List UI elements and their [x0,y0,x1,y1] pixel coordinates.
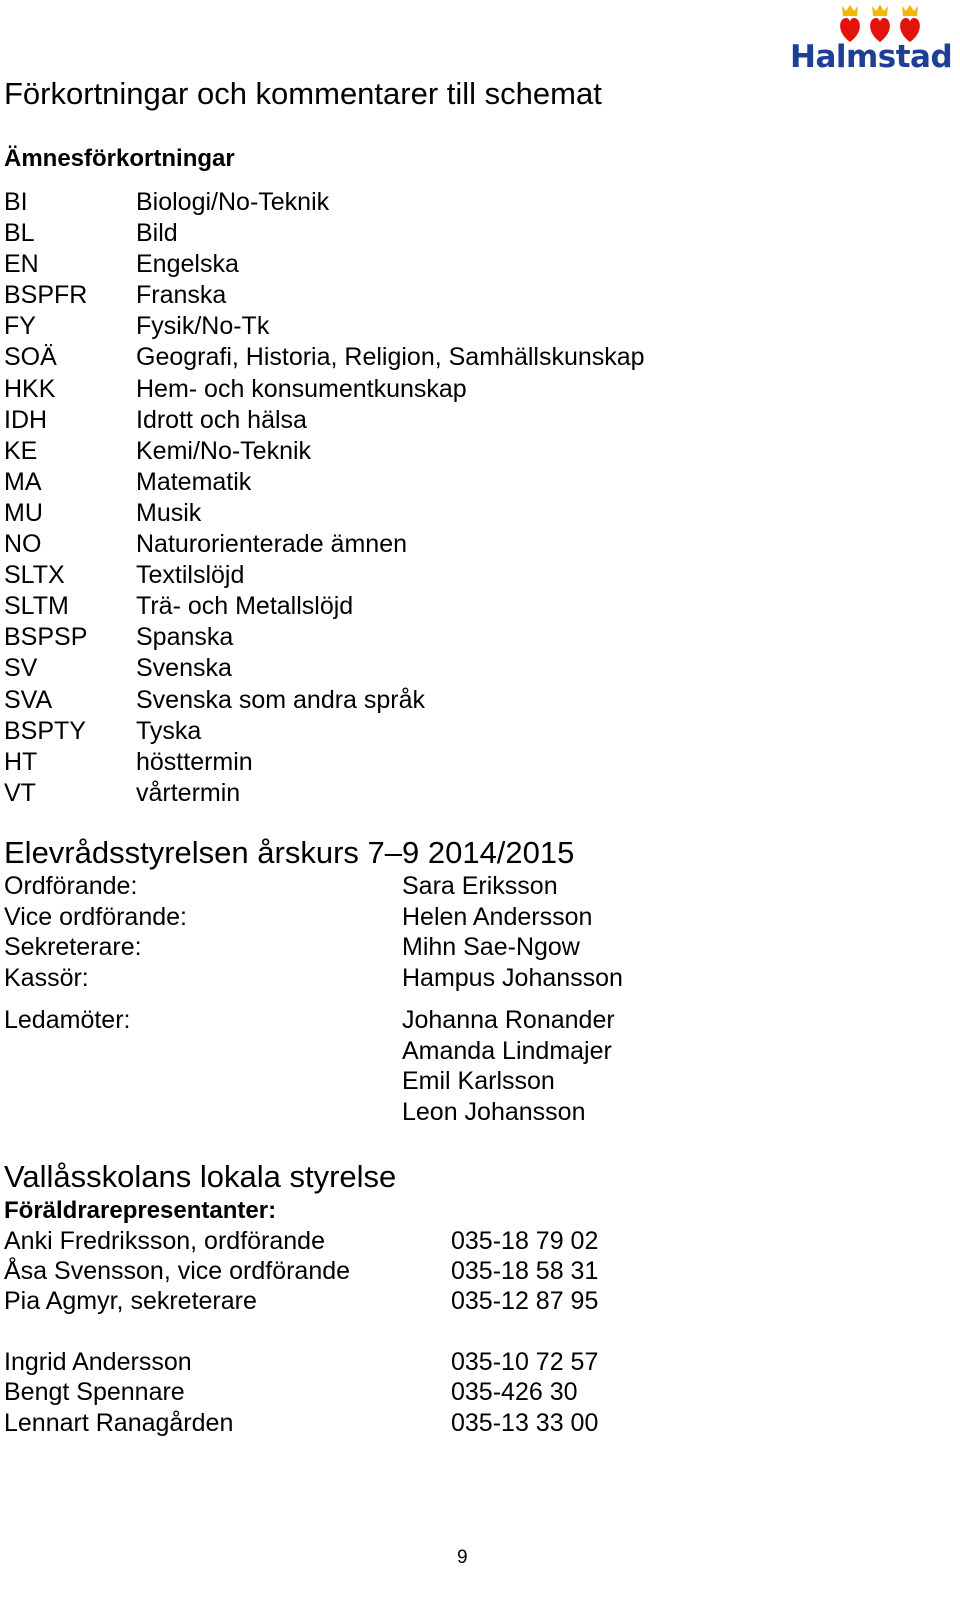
abbreviation-code: KE [4,436,38,465]
abbreviation-meaning: Engelska [136,250,239,279]
role-label: Kassör: [4,964,89,992]
contact-name: Pia Agmyr, sekreterare [4,1287,257,1315]
abbreviation-code: SOÄ [4,343,57,372]
abbreviation-row [4,436,804,467]
abbreviation-code: HKK [4,374,56,403]
contact-phone: 035-13 33 00 [451,1409,599,1437]
abbreviation-meaning: Tyska [136,716,202,745]
abbreviation-code: NO [4,530,42,559]
abbreviation-meaning: Naturorienterade ämnen [136,530,407,559]
abbreviation-row [4,498,804,529]
role-holder: Helen Andersson [402,903,593,931]
contact-phone: 035-10 72 57 [451,1348,599,1376]
abbreviation-meaning: vårtermin [136,778,241,807]
abbreviation-meaning: Fysik/No-Tk [136,312,270,341]
council-member: Johanna Ronander [402,1006,615,1034]
abbreviation-row [4,747,804,778]
contact-phone: 035-18 58 31 [451,1257,599,1285]
abbreviation-row [4,187,804,218]
abbreviation-meaning: Matematik [136,467,252,496]
abbreviation-row [4,311,804,342]
abbreviation-row [4,280,804,311]
abbreviation-meaning: Hem- och konsumentkunskap [136,374,467,403]
role-label: Vice ordförande: [4,903,187,931]
abbreviation-row [4,653,804,684]
role-holder: Sara Eriksson [402,872,558,900]
abbreviation-code: SLTX [4,561,65,590]
abbreviation-code: MU [4,498,43,527]
halmstad-logo [790,4,952,74]
abbreviation-meaning: Bild [136,219,178,248]
abbreviation-code: FY [4,312,36,341]
abbreviation-meaning: Trä- och Metallslöjd [136,592,354,621]
abbreviation-row [4,342,804,373]
abbreviation-meaning: Svenska [136,654,232,683]
abbreviation-list [4,187,804,809]
council-member: Emil Karlsson [402,1067,555,1095]
crowned-hearts-icon [840,4,936,44]
abbreviation-meaning: Textilslöjd [136,561,245,590]
abbreviation-code: BSPTY [4,716,86,745]
abbreviation-meaning: Kemi/No-Teknik [136,436,312,465]
contact-phone: 035-426 30 [451,1378,578,1406]
council-member: Amanda Lindmajer [402,1037,612,1065]
parents-heading: Föräldrarepresentanter: [4,1197,277,1224]
role-label: Sekreterare: [4,933,142,961]
contact-name: Ingrid Andersson [4,1348,192,1376]
abbreviation-row [4,778,804,809]
abbreviation-code: SV [4,654,38,683]
contact-name: Bengt Spennare [4,1378,185,1406]
council-member: Leon Johansson [402,1098,586,1126]
abbreviation-meaning: Spanska [136,623,234,652]
abbreviation-code: BSPFR [4,281,88,310]
abbreviation-code: EN [4,250,39,279]
abbreviation-row [4,405,804,436]
logo-text: Halmstad [790,39,953,75]
abbreviation-row [4,560,804,591]
abbreviation-code: SVA [4,685,53,714]
abbreviation-code: SLTM [4,592,69,621]
contact-name: Anki Fredriksson, ordförande [4,1227,325,1255]
abbreviation-code: VT [4,778,36,807]
abbreviation-row [4,716,804,747]
abbreviation-meaning: Svenska som andra språk [136,685,426,714]
abbreviation-meaning: Geografi, Historia, Religion, Samhällskunskap [136,343,645,372]
role-label: Ordförande: [4,872,138,900]
abbreviation-meaning: hösttermin [136,747,253,776]
abbreviation-row [4,374,804,405]
abbreviation-code: IDH [4,405,48,434]
abbreviation-code: BI [4,188,28,216]
role-holder: Mihn Sae-Ngow [402,933,580,961]
role-holder: Hampus Johansson [402,964,623,992]
abbreviation-row [4,249,804,280]
abbreviation-meaning: Idrott och hälsa [136,405,307,434]
abbreviation-row [4,218,804,249]
members-label: Ledamöter: [4,1006,131,1034]
student-council-heading: Elevrådsstyrelsen årskurs 7–9 2014/2015 [4,835,575,870]
contact-name: Lennart Ranagården [4,1409,234,1437]
abbreviations-heading: Ämnesförkortningar [4,145,235,172]
abbreviation-code: HT [4,747,38,776]
abbreviation-row [4,529,804,560]
contact-name: Åsa Svensson, vice ordförande [4,1257,351,1285]
abbreviation-code: BSPSP [4,623,88,652]
abbreviation-code: MA [4,467,42,496]
abbreviation-row [4,622,804,653]
page-title: Förkortningar och kommentarer till schemat [4,76,602,111]
abbreviation-meaning: Biologi/No-Teknik [136,188,330,216]
page-number: 9 [457,1547,468,1568]
abbreviation-row [4,685,804,716]
local-board-heading: Vallåsskolans lokala styrelse [4,1159,397,1194]
abbreviation-row [4,591,804,622]
abbreviation-code: BL [4,219,35,248]
abbreviation-meaning: Musik [136,498,202,527]
abbreviation-row [4,467,804,498]
contact-phone: 035-18 79 02 [451,1227,599,1255]
contact-phone: 035-12 87 95 [451,1287,599,1315]
abbreviation-meaning: Franska [136,281,227,310]
